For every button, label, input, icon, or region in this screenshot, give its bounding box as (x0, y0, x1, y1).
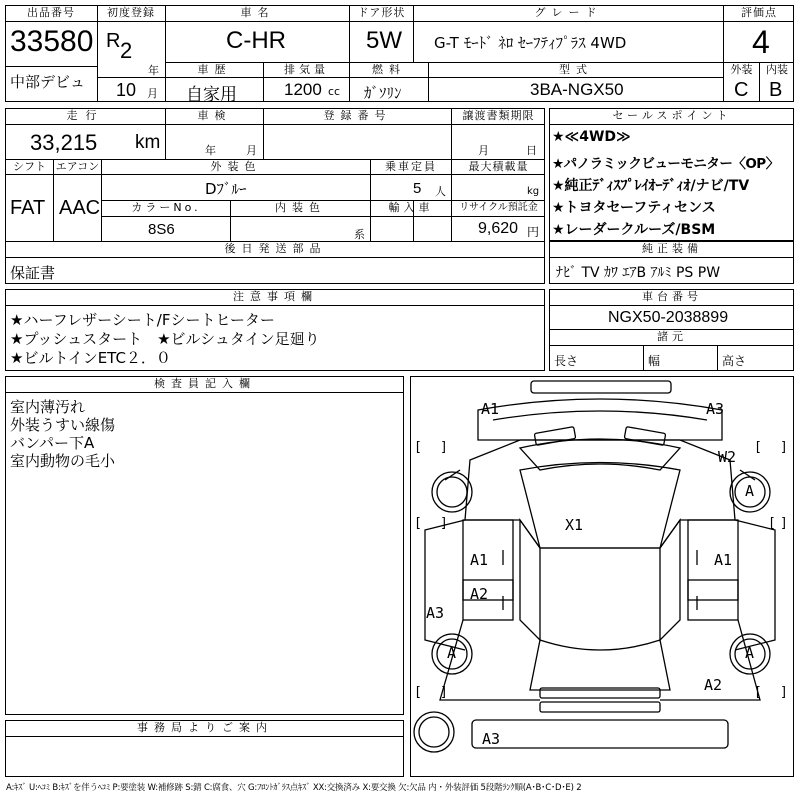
max-load-label: 最大積載量 (468, 160, 529, 173)
year-unit: 年 (148, 64, 159, 77)
length-label: 長さ (554, 354, 579, 368)
capacity-value: 5 (413, 180, 422, 197)
exterior-score-label: 外装 (730, 63, 753, 76)
width-label: 幅 (648, 354, 661, 368)
damage-mark: A1 (470, 551, 489, 569)
inspection-label: 車検 (197, 109, 232, 122)
door-type-label: ドア形状 (357, 6, 406, 19)
inspector-line: 室内薄汚れ (10, 398, 86, 416)
interior-color-label: 内装色 (275, 201, 326, 214)
bracket-open: [ (768, 516, 776, 531)
inspector-line: 室内動物の毛小 (10, 452, 116, 470)
grade-value: G-T ﾓｰﾄﾞ ﾈﾛ ｾｰﾌﾃｨﾌﾟﾗｽ 4WD (434, 34, 627, 52)
import-label: 輸入車 (388, 201, 434, 214)
color-number-label: カラーNo. (131, 201, 201, 214)
equipment-value: ﾅﾋﾞ TV ｶﾜ ｴｱB ｱﾙﾐ PS PW (556, 265, 721, 281)
inspection-year-unit: 年 (205, 144, 216, 157)
inspector-line: バンパー下A (10, 434, 95, 452)
chassis-label: 車台番号 (642, 290, 702, 303)
car-name: C-HR (226, 27, 286, 54)
model-label: 型式 (559, 63, 593, 76)
recycle-deposit-value: 9,620 (478, 220, 519, 237)
height-label: 高さ (722, 354, 747, 368)
score-value: 4 (752, 24, 770, 60)
damage-mark: A2 (470, 585, 489, 603)
interior-score-label: 内装 (766, 63, 788, 76)
exterior-color-value: Dﾌﾞﾙｰ (205, 180, 247, 198)
sales-point-item: ★純正ﾃﾞｨｽﾌﾟﾚｲｵｰﾃﾞｨｵ/ナビ/TV (552, 178, 750, 194)
chassis-number: NGX50-2038899 (608, 309, 729, 326)
recycle-deposit-unit: 円 (527, 225, 540, 239)
sales-points-label: セールスポイント (612, 109, 732, 122)
inspection-month-unit: 月 (246, 144, 257, 157)
bracket-open: [ (754, 685, 762, 700)
grade-label: グレード (534, 6, 603, 19)
note-line: ★ハーフレザーシート/Fシートヒーター (10, 311, 275, 329)
door-type: 5W (366, 27, 402, 54)
sales-point-item: ★レーダークルーズ/BSM (552, 222, 716, 238)
color-number-value: 8S6 (148, 221, 175, 238)
car-name-label: 車名 (240, 6, 275, 19)
history-value: 自家用 (186, 85, 237, 105)
dimensions-label: 諸元 (657, 330, 687, 343)
bracket-close: ] (440, 440, 448, 455)
aircon-value: AAC (59, 197, 101, 219)
bracket-close: ] (440, 516, 448, 531)
registration-month: 10 (116, 80, 137, 100)
transfer-month-unit: 月 (478, 144, 489, 157)
bracket-close: ] (440, 685, 448, 700)
notes-label: 注意事項欄 (233, 290, 318, 303)
note-line: ★ビルトインETC２．０ (10, 349, 171, 367)
office-label: 事務局よりご案内 (137, 721, 273, 734)
damage-mark: X1 (565, 516, 584, 534)
interior-score: B (769, 79, 783, 101)
exterior-color-label: 外装色 (210, 160, 262, 173)
exterior-score: C (734, 79, 749, 101)
transfer-day-unit: 日 (526, 144, 537, 157)
shift-value: FAT (10, 197, 46, 219)
damage-mark: A (447, 644, 457, 662)
note-line: ★プッシュスタート ★ビルシュタイン足廻り (10, 330, 320, 348)
bracket-open: [ (414, 516, 422, 531)
inspector-label: 検査員記入欄 (154, 377, 256, 390)
equipment-label: 純正装備 (642, 242, 702, 255)
interior-color-unit: 系 (354, 228, 365, 241)
debut-label: 中部デビュ (10, 73, 86, 91)
damage-mark: W2 (718, 448, 737, 466)
registration-year: 2 (120, 38, 133, 63)
bracket-open: [ (754, 440, 762, 455)
displacement-unit: cc (328, 85, 341, 98)
damage-mark: A1 (714, 551, 733, 569)
damage-mark: A3 (706, 400, 725, 418)
recycle-deposit-label: リサイクル預託金 (459, 202, 538, 213)
lot-number: 33580 (10, 25, 94, 58)
bracket-open: [ (414, 440, 422, 455)
mileage-value: 33,215 (30, 130, 98, 155)
damage-mark: A3 (482, 730, 501, 748)
mileage-unit: km (135, 132, 161, 153)
damage-mark: A2 (704, 676, 723, 694)
later-parts-value: 保証書 (10, 264, 56, 282)
sales-point-item: ★トヨタセーフティセンス (552, 200, 716, 216)
damage-mark: A (745, 644, 755, 662)
bracket-close: ] (780, 516, 788, 531)
max-load-unit: kg (527, 186, 540, 197)
fuel-label: 燃料 (372, 63, 406, 76)
shift-label: シフト (13, 160, 46, 173)
month-unit: 月 (147, 87, 158, 100)
era-letter: R (106, 30, 121, 52)
history-label: 車歴 (197, 63, 232, 76)
bracket-close: ] (780, 440, 788, 455)
displacement-value: 1200 (284, 80, 322, 99)
inspector-line: 外装うすい線傷 (10, 416, 116, 434)
sales-point-item: ★パノラミックビューモニター〈OP〉 (552, 156, 779, 172)
damage-mark: A3 (426, 604, 445, 622)
fuel-value: ｶﾞｿﾘﾝ (364, 84, 402, 102)
transfer-deadline-label: 譲渡書類期限 (462, 109, 535, 122)
damage-mark: A (745, 482, 755, 500)
car-diagram (410, 376, 794, 777)
sales-point-item: ★≪4WD≫ (552, 129, 631, 145)
mileage-label: 走行 (66, 109, 105, 122)
displacement-label: 排気量 (284, 63, 329, 76)
legend-text: A:ｷｽﾞ U:ﾍｺﾐ B:ｷｽﾞを伴うﾍｺﾐ P:要塗装 W:補修跡 S:錆 C:腐食、穴 G:ﾌﾛﾝﾄｶﾞﾗｽ点ｷｽﾞ XX:交換済み X:要交換 欠:欠品 内・外装評価 5段階ﾗﾝｸ順(A･B･C･D･E) 2 (6, 783, 582, 793)
later-parts-label: 後日発送部品 (224, 242, 327, 255)
damage-mark: A1 (481, 400, 500, 418)
bracket-close: ] (780, 685, 788, 700)
first-registration-label: 初度登録 (107, 6, 155, 19)
score-label: 評価点 (741, 6, 777, 19)
aircon-label: エアコン (55, 160, 100, 173)
capacity-unit: 人 (435, 185, 446, 198)
model-value: 3BA-NGX50 (530, 80, 624, 99)
lot-number-label: 出品番号 (27, 6, 75, 19)
bracket-open: [ (414, 685, 422, 700)
capacity-label: 乗車定員 (385, 160, 437, 173)
registration-number-label: 登録番号 (323, 109, 392, 122)
